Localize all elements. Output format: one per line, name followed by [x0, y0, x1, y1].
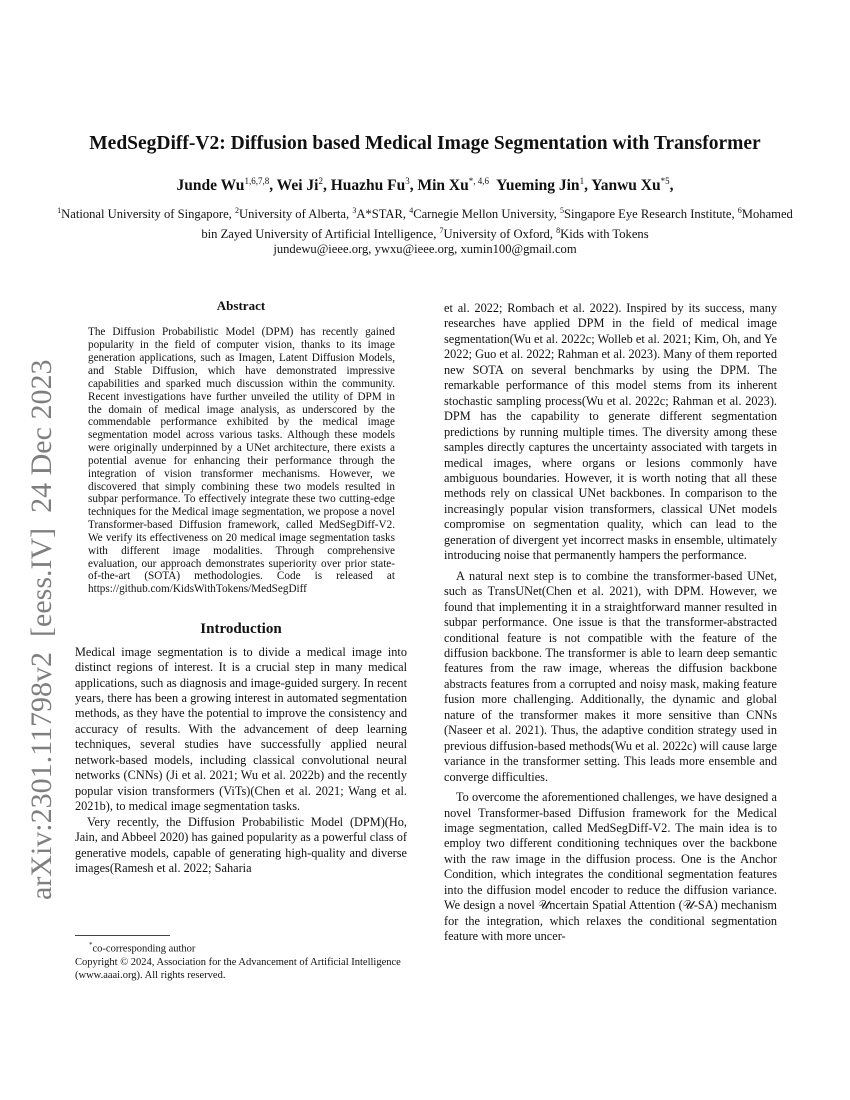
- author-emails: jundewu@ieee.org, ywxu@ieee.org, xumin100@gmail.com: [273, 242, 577, 257]
- author: Yueming Jin$^1$,: [496, 176, 592, 195]
- paragraph: A natural next step is to combine the transformer-based UNet, such as TransUNet(Chen et al. 2021), with DPM. However, we found that implementing it in a straightforward manner resulted in subpar performance. One issue is that the transformer-abstracted conditional feature is not compatible with the feature of the diffusion backbone. The transformer is able to learn deep semantic features from the raw image, whereas the diffusion backbone abstracts features from a corrupted and noisy mask, making feature fusion more challenging. Additionally, the dynamic and global nature of the transformer makes it more sensitive than CNNs (Naseer et al. 2021). Thus, the adaptive condition strategy used in previous diffusion-based methods(Wu et al. 2022c) will cause large variance in the transformer setting. This leads more ensemble and converge difficulties.: [444, 568, 777, 784]
- abstract-text: The Diffusion Probabilistic Model (DPM) has recently gained popularity in the field of computer vision, thanks to its image generation applications, such as Imagen, Latent Diffusion Models, and Stable Diffusion, which have demonstrated impressive capabilities and sparked much discussion within the community. Recent investigations have further unveiled the utility of DPM in the domain of medical image analysis, as underscored by the commendable performance exhibited by the medical image segmentation model across various tasks. Although these models were originally underpinned by a UNet architecture, there exists a potential avenue for enhancing their performance through the integration of vision transformer mechanisms. However, we discovered that simply combining these two models resulted in subpar performance. To effectively integrate these two cutting-edge techniques for the Medical image segmentation, we propose a novel Transformer-based Diffusion framework, called MedSegDiff-V2. We verify its effectiveness on 20 medical image segmentation tasks with different image modalities. Through comprehensive evaluation, our approach demonstrates superiority over prior state-of-the-art (SOTA) methodologies. Code is released at https://github.com/KidsWithTokens/MedSegDiff: [88, 326, 395, 596]
- author-list: [0, 176, 850, 195]
- introduction-heading: Introduction: [200, 621, 282, 638]
- paragraph: Medical image segmentation is to divide a medical image into distinct regions of interest. It is a crucial step in many medical applications, such as diagnosis and image-guided surgery. In recent years, there has been a growing interest in automated segmentation methods, as they have the potential to improve the consistency and accuracy of results. With the advancement of deep learning techniques, several studies have successfully applied neural network-based models, including classical convolutional neural networks (CNNs) (Ji et al. 2021; Wu et al. 2022b) and the recently popular vision transformers (ViTs)(Chen et al. 2021; Wang et al. 2021b), to medical image segmentation tasks.: [75, 644, 407, 814]
- author: Huazhu Fu$^3$,: [330, 176, 418, 195]
- paragraph: To overcome the aforementioned challenges, we have designed a novel Transformer-based Diffusion framework for the Medical image segmentation, called MedSegDiff-V2. The main idea is to employ two different conditioning techniques over the backbone with the raw image in the diffusion process. One is the Anchor Condition, which integrates the conditional segmentation features into the diffusion model encoder to reduce the diffusion variance. We design a novel 𝒰ncertain Spatial Attention (𝒰-SA) mechanism for the integration, which relaxes the conditional segmentation feature with more uncer-: [444, 790, 777, 944]
- corresponding-author-note: *co-corresponding author: [89, 941, 196, 955]
- right-column: [444, 301, 777, 945]
- author: Wei Ji$^2$,: [276, 176, 331, 195]
- footnotes: [75, 935, 407, 982]
- paragraph: et al. 2022; Rombach et al. 2022). Inspired by its success, many researches have applied DPM in the field of medical image segmentation(Wu et al. 2022c; Wolleb et al. 2021; Kim, Oh, and Ye 2022; Guo et al. 2022; Rahman et al. 2023). Many of them reported new SOTA on several benchmarks by using the DPM. The remarkable performance of this model stems from its inherent stochastic sampling process(Wu et al. 2022c; Rahman et al. 2023). DPM has the capability to generate different segmentation predictions by running multiple times. The diversity among these samples directly captures the uncertainty associated with targets in medical images, where organs or lesions commonly have ambiguous boundaries. However, it is worth noting that all these methods rely on classical UNet backbones. In comparison to the increasingly popular vision transformers, classical UNet models compromise on segmentation quality, which can lead to the generation of divergent yet incorrect masks in ensemble, ultimately introducing noise that permanently hampers the performance.: [444, 301, 777, 563]
- author: Yanwu Xu$^{*5}$,: [591, 176, 674, 195]
- paragraph: Very recently, the Diffusion Probabilistic Model (DPM)(Ho, Jain, and Abbeel 2020) has gained popularity as a powerful class of generative models, capable of generating high-quality and diverse images(Ramesh et al. 2022; Saharia: [75, 814, 407, 875]
- affiliations: [50, 203, 800, 258]
- footnote-divider: [75, 935, 170, 936]
- author: Min $Xu^{*, 4,6}$: [417, 176, 489, 195]
- paper-title: MedSegDiff-V2: Diffusion based Medical Image Segmentation with Transformer: [89, 133, 761, 154]
- arxiv-identifier: arXiv:2301.11798v2 [eess.IV] 24 Dec 2023: [25, 359, 58, 900]
- affiliation-lines: $^1$National University of Singapore, $^2$University of Alberta, $^3$A*STAR, $^4$Carnegie Mellon University, $^5$Singapore Eye Research Institute, $^6$Mohamed bin Zayed University of Artificial Intelligence, $^7$University of Oxford, $^8$Kids with Tokens: [57, 206, 793, 241]
- left-column: [75, 298, 407, 876]
- copyright-notice: Copyright © 2024, Association for the Advancement of Artificial Intelligence (www.aaai.org). All rights reserved.: [75, 956, 401, 981]
- author: Junde Wu$^{1,6,7,8}$,: [176, 176, 277, 195]
- abstract-heading: Abstract: [216, 298, 266, 313]
